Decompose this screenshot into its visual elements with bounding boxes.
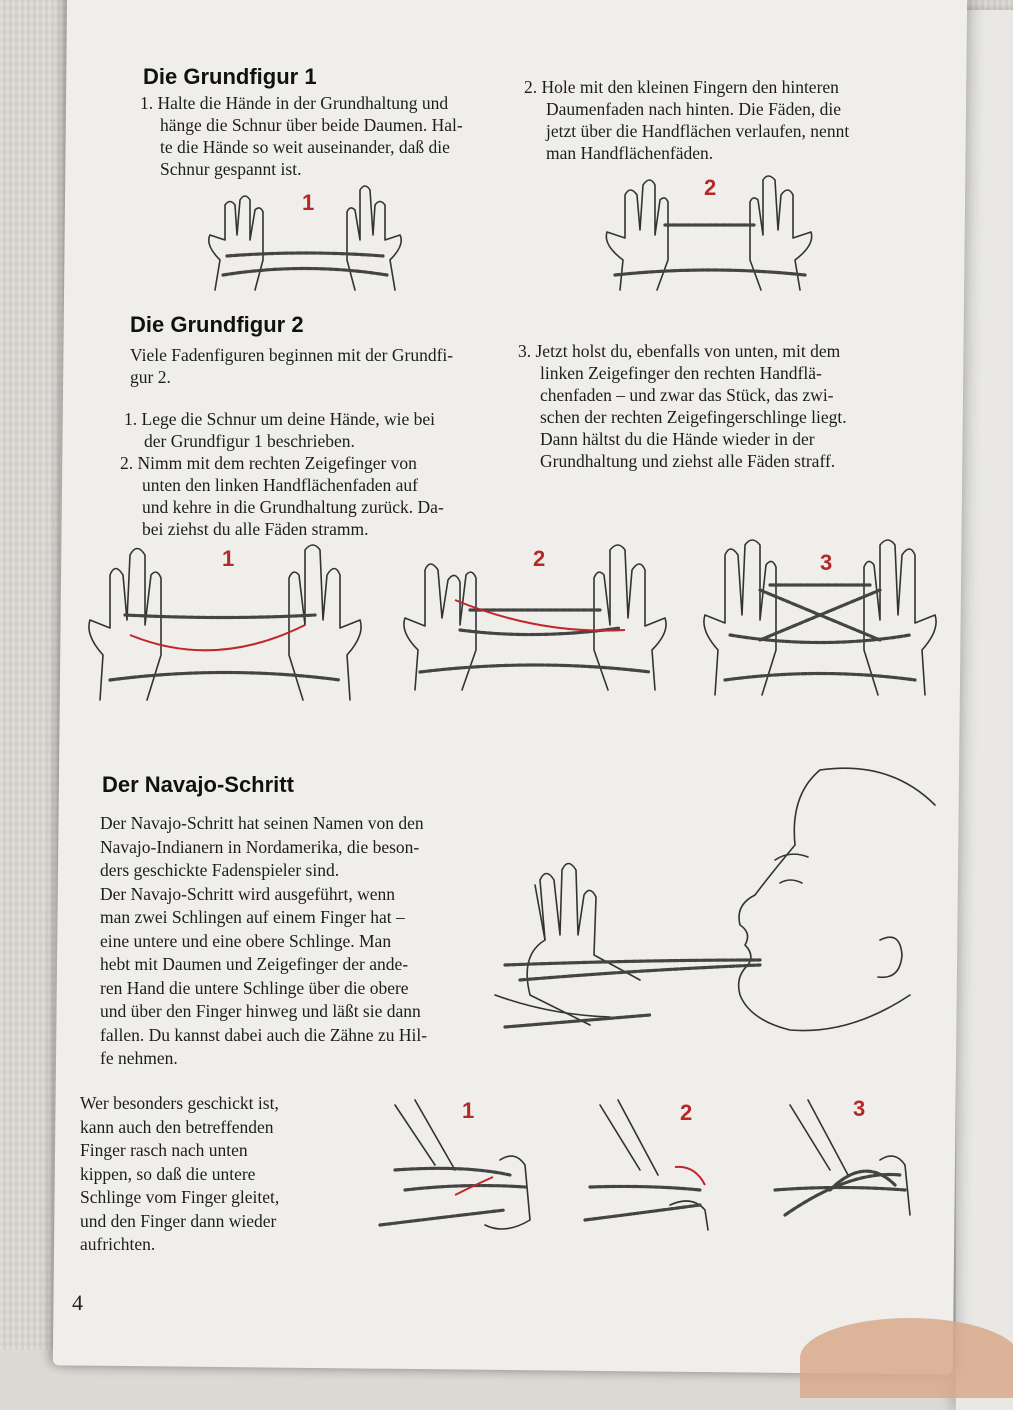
text-line: eine untere und eine obere Schlinge. Man xyxy=(100,930,392,951)
text-line: 2. Hole mit den kleinen Fingern den hinteren xyxy=(524,77,839,97)
text-line: Der Navajo-Schritt wird ausgeführt, wenn xyxy=(100,883,395,904)
finger-figure-navajo-1 xyxy=(375,1095,545,1245)
navajo-body xyxy=(100,812,427,1071)
navajo-tip xyxy=(80,1092,279,1257)
heading-navajo-schritt: Der Navajo-Schritt xyxy=(102,772,294,797)
grundfigur2-step3 xyxy=(518,340,847,472)
text-line: und kehre in die Grundhaltung zurück. Da- xyxy=(142,497,444,517)
text-line: 3. Jetzt holst du, ebenfalls von unten, mit dem xyxy=(518,341,841,361)
hands-figure-grundfigur1-2 xyxy=(595,170,825,300)
text-line: man Handflächenfäden. xyxy=(546,143,714,163)
text-line: Schlinge vom Finger gleitet, xyxy=(80,1187,280,1207)
text-line: Der Navajo-Schritt hat seinen Namen von den xyxy=(100,813,424,833)
text-line: chenfaden – und zwar das Stück, das zwi- xyxy=(540,385,834,405)
reader-thumb xyxy=(800,1318,1013,1398)
page-number: 4 xyxy=(72,1290,83,1315)
figure-label: 1 xyxy=(462,1098,475,1123)
heading-grundfigur-2: Die Grundfigur 2 xyxy=(130,312,304,337)
figure-label: 1 xyxy=(222,546,235,571)
text-line: Viele Fadenfiguren beginnen mit der Grundfi- xyxy=(130,345,454,365)
text-line: hänge die Schnur über beide Daumen. Hal- xyxy=(160,115,463,135)
text-line: kann auch den betreffenden xyxy=(80,1116,274,1137)
text-line: kippen, so daß die untere xyxy=(80,1163,256,1184)
figure-label: 2 xyxy=(533,546,546,571)
text-line: aufrichten. xyxy=(80,1234,156,1254)
hands-figure-grundfigur2-2 xyxy=(400,540,670,700)
text-line: ren Hand die untere Schlinge über die obere xyxy=(100,977,409,998)
figure-label: 2 xyxy=(704,175,717,200)
text-line: der Grundfigur 1 beschrieben. xyxy=(144,431,355,451)
grundfigur2-intro xyxy=(130,344,453,388)
grundfigur1-step2 xyxy=(524,76,849,164)
face-and-hand-illustration xyxy=(490,765,940,1055)
text-line: hebt mit Daumen und Zeigefinger der ande- xyxy=(100,954,409,974)
text-line: linken Zeigefinger den rechten Handflä- xyxy=(540,363,822,383)
text-line: 1. Halte die Hände in der Grundhaltung und xyxy=(140,93,449,113)
hands-figure-grundfigur2-3 xyxy=(700,535,940,705)
text-line: Finger rasch nach unten xyxy=(80,1140,248,1160)
text-line: te die Hände so weit auseinander, daß die xyxy=(160,137,450,157)
text-line: gur 2. xyxy=(130,367,171,387)
text-line: Navajo-Indianern in Nordamerika, die beson- xyxy=(100,836,420,857)
text-line: und über den Finger hinweg und läßt sie dann xyxy=(100,1001,421,1021)
grundfigur2-step1 xyxy=(124,408,435,452)
grundfigur2-step2 xyxy=(120,452,444,540)
hands-figure-grundfigur2-1 xyxy=(85,540,365,710)
text-line: fe nehmen. xyxy=(100,1048,178,1068)
text-line: Daumenfaden nach hinten. Die Fäden, die xyxy=(546,99,841,119)
figure-label: 3 xyxy=(820,550,833,575)
text-line: bei ziehst du alle Fäden stramm. xyxy=(142,519,369,539)
text-line: Schnur gespannt ist. xyxy=(160,159,302,179)
figure-label: 1 xyxy=(302,190,315,215)
finger-figure-navajo-2 xyxy=(580,1095,730,1245)
text-line: schen der rechten Zeigefingerschlinge liegt. xyxy=(540,407,847,427)
grundfigur1-step1 xyxy=(140,92,463,180)
text-line: fallen. Du kannst dabei auch die Zähne zu Hil- xyxy=(100,1024,428,1045)
text-line: 2. Nimm mit dem rechten Zeigefinger von xyxy=(120,453,417,473)
text-line: 1. Lege die Schnur um deine Hände, wie bei xyxy=(124,409,436,429)
text-line: Wer besonders geschickt ist, xyxy=(80,1093,279,1113)
finger-figure-navajo-3 xyxy=(770,1095,920,1245)
text-line: Grundhaltung und ziehst alle Fäden straff. xyxy=(540,451,836,471)
figure-label: 3 xyxy=(853,1096,866,1121)
heading-grundfigur-1: Die Grundfigur 1 xyxy=(143,64,317,89)
text-line: jetzt über die Handflächen verlaufen, nennt xyxy=(546,121,850,141)
text-line: unten den linken Handflächenfaden auf xyxy=(142,475,418,495)
text-line: und den Finger dann wieder xyxy=(80,1210,277,1231)
text-line: man zwei Schlingen auf einem Finger hat – xyxy=(100,907,405,927)
figure-label: 2 xyxy=(680,1100,693,1125)
hands-figure-grundfigur1-1 xyxy=(195,180,415,300)
text-line: ders geschickte Fadenspieler sind. xyxy=(100,860,340,880)
text-line: Dann hältst du die Hände wieder in der xyxy=(540,429,815,449)
